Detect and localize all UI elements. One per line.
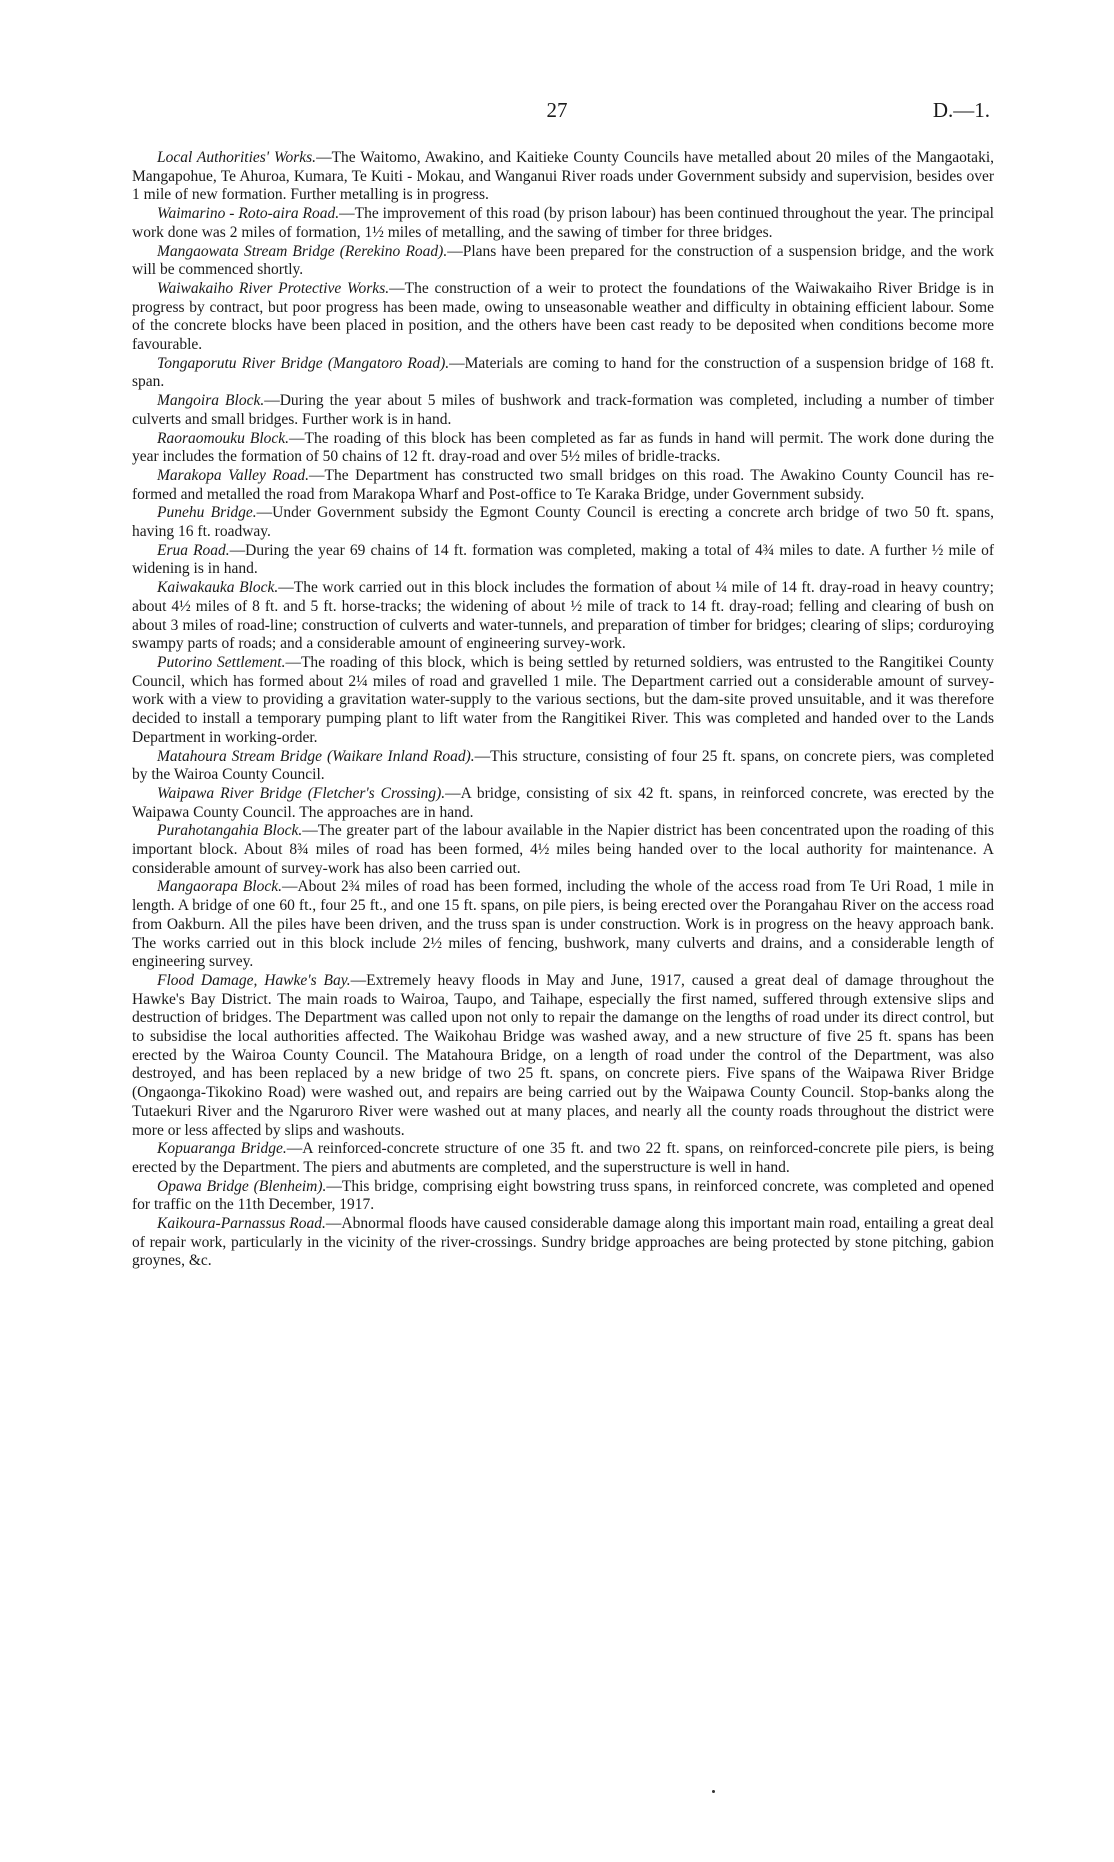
- paragraph-heading: Local Authorities' Works.: [157, 149, 317, 166]
- paragraph: [132, 972, 994, 1140]
- paragraph-heading: Kaiwakauka Block.: [157, 579, 279, 597]
- paragraph: [132, 1178, 994, 1215]
- paragraph: [132, 654, 994, 748]
- paragraph-heading: Mangaowata Stream Bridge (Rerekino Road).: [157, 242, 448, 260]
- page-number: 27: [546, 98, 568, 122]
- paragraph-heading: Kopuaranga Bridge.: [157, 1140, 287, 1158]
- paragraph: [132, 878, 994, 972]
- paragraph-heading: Waipawa River Bridge (Fletcher's Crossing).: [157, 784, 446, 802]
- paragraph-text: —Under Government subsidy the Egmont County Council is erecting a concrete arch bridge of two 50 ft. spans, having 16 ft. roadway.: [132, 504, 994, 541]
- paragraph: [132, 748, 994, 785]
- paragraph-heading: Matahoura Stream Bridge (Waikare Inland Road).: [157, 747, 475, 765]
- paragraph-text: —The Department has constructed two small bridges on this road. The Awakino County Council has re-formed and metalled the road from Marakopa Wharf and Post-office to Te Karaka Bridge, under Government subsidy.: [132, 466, 994, 503]
- paragraph: [132, 430, 994, 467]
- paragraph-text: —About 2¾ miles of road has been formed, including the whole of the access road from Te Uri Road, 1 mile in length. A bridge of one 60 ft., four 25 ft., and one 15 ft. spans, on pile piers, is being erected over the Porangahau River on the access road from Oakburn. All the piles have been driven, and the truss span is under construction. Work is in progress on the heavy approach bank. The works carried out in this block include 2½ miles of fencing, bushwork, many culverts and drains, and a considerable length of engineering survey.: [132, 878, 994, 971]
- paragraph: [132, 1140, 994, 1177]
- paragraph: [132, 467, 994, 504]
- paragraph-heading: Mangoira Block.: [157, 392, 265, 410]
- paragraph-heading: Waimarino - Roto-aira Road.: [157, 205, 340, 223]
- paragraph-text: —Extremely heavy floods in May and June, 1917, caused a great deal of damage throughout the Hawke's Bay District. The main roads to Wairoa, Taupo, and Taihape, especially the first named, suffered through extensive slips and destruction of bridges. The Department was called upon not only to repair the damange on the lengths of road under its direct control, but to subsidise the local authorities affected. The Waikohau Bridge was washed away, and a new structure of five 25 ft. spans has been erected by the Wairoa County Council. The Matahoura Bridge, on a length of road under the control of the Department, was also destroyed, and has been replaced by a new bridge of two 25 ft. spans, on concrete piers. Five spans of the Waipawa River Bridge (Ongaonga-Tikokino Road) were washed out, and repairs are being carried out by the Waipawa County Council. Stop-banks along the Tutaekuri River and the Ngaruroro River were washed out at many places, and nearly all the county roads throughout the district were more or less affected by slips and washouts.: [132, 971, 995, 1139]
- body-text: [132, 149, 994, 1271]
- paragraph-text: —The roading of this block, which is being settled by returned soldiers, was entrusted to the Rangitikei County Council, which has formed about 2¼ miles of road and gravelled 1 mile. The Department carried out a considerable amount of survey-work with a view to providing a gravitation water-supply to the various sections, but the dam-site proved unsuitable, and it was therefore decided to install a temporary pumping plant to lift water from the Rangitikei River. This was completed and handed over to the Lands Department in working-order.: [132, 653, 995, 746]
- paragraph-text: —The greater part of the labour available in the Napier district has been concentrated upon the roading of this important block. About 8¾ miles of road has been formed, 4½ miles being handed over to the local authority for maintenance. A considerable amount of survey-work has also been carried out.: [132, 822, 994, 877]
- paragraph: [132, 504, 994, 541]
- paragraph-heading: Waiwakaiho River Protective Works.: [157, 279, 390, 297]
- paragraph: [132, 243, 994, 280]
- paragraph-text: —The work carried out in this block includes the formation of about ¼ mile of 14 ft. dray-road in heavy country; about 4½ miles of 8 ft. and 5 ft. horse-tracks; the widening of about ½ mile of track to 14 ft. dray-road; felling and clearing of bush on about 3 miles of road-line; construction of culverts and water-tunnels, and preparation of timber for bridges; clearing of slips; corduroying swampy parts of roads; and a considerable amount of engineering survey-work.: [132, 579, 994, 653]
- paragraph-heading: Opawa Bridge (Blenheim).: [157, 1177, 327, 1195]
- paragraph-text: —The improvement of this road (by prison labour) has been continued throughout the year. The principal work done was 2 miles of formation, 1½ miles of metalling, and the sawing of timber for three bridges.: [132, 205, 994, 241]
- paragraph-heading: Mangaorapa Block.: [157, 878, 282, 896]
- paragraph: [132, 822, 994, 878]
- paragraph-text: —During the year 69 chains of 14 ft. formation was completed, making a total of 4¾ miles to date. A further ½ mile of widening is in hand.: [132, 541, 995, 578]
- paragraph-text: —A reinforced-concrete structure of one 35 ft. and two 22 ft. spans, on reinforced-concrete pile piers, is being erected by the Department. The piers and abutments are completed, and the superstructure is well in hand.: [132, 1140, 994, 1176]
- paragraph-text: —Materials are coming to hand for the construction of a suspension bridge of 168 ft. span.: [132, 354, 994, 391]
- paragraph-heading: Erua Road.: [157, 541, 230, 559]
- paragraph: [132, 542, 994, 579]
- paragraph: [132, 280, 994, 355]
- paragraph: [132, 205, 994, 242]
- paragraph-heading: Tongaporutu River Bridge (Mangatoro Road).: [157, 354, 450, 372]
- paragraph-heading: Putorino Settlement.: [157, 653, 286, 671]
- paragraph-heading: Purahotangahia Block.: [157, 822, 303, 840]
- paragraph-heading: Marakopa Valley Road.: [157, 466, 310, 484]
- paragraph-text: —Abnormal floods have caused considerable damage along this important main road, entailing a great deal of repair work, particularly in the vicinity of the river-crossings. Sundry bridge approaches are being protected by stone pitching, gabion groynes, &c.: [132, 1215, 994, 1270]
- paragraph: [132, 392, 994, 429]
- paragraph-text: —The roading of this block has been completed as far as funds in hand will permit. The work done during the year includes the formation of 50 chains of 12 ft. dray-road and over 5½ miles of bridle-tracks.: [132, 429, 994, 466]
- paragraph-heading: Flood Damage, Hawke's Bay.: [157, 971, 351, 989]
- paragraph-text: —This structure, consisting of four 25 ft. spans, on concrete piers, was completed by the Wairoa County Council.: [132, 747, 994, 784]
- paragraph: [132, 355, 994, 392]
- paragraph: [132, 785, 994, 822]
- paragraph-text: —During the year about 5 miles of bushwork and track-formation was completed, including a number of timber culverts and small bridges. Further work is in hand.: [132, 392, 994, 428]
- paragraph-text: —The construction of a weir to protect the foundations of the Waiwakaiho River Bridge is in progress by contract, but poor progress has been made, owing to unseasonable weather and difficulty in obtaining efficient labour. Some of the concrete blocks have been placed in position, and the others have been cast ready to be deposited when conditions become more favourable.: [132, 279, 995, 354]
- stray-mark: [712, 1790, 715, 1793]
- document-reference: D.—1.: [932, 98, 990, 122]
- paragraph-heading: Punehu Bridge.: [157, 504, 257, 522]
- paragraph-heading: Kaikoura-Parnassus Road.: [157, 1215, 326, 1233]
- paragraph: [132, 1215, 994, 1271]
- paragraph-text: —This bridge, comprising eight bowstring truss spans, in reinforced concrete, was completed and opened for traffic on the 11th December, 1917.: [132, 1177, 995, 1214]
- paragraph-heading: Raoraomouku Block.: [157, 429, 290, 447]
- paragraph-text: —Plans have been prepared for the construction of a suspension bridge, and the work will be commenced shortly.: [132, 242, 994, 279]
- paragraph: [132, 579, 994, 654]
- paragraph-text: —The Waitomo, Awakino, and Kaitieke County Councils have metalled about 20 miles of the Mangaotaki, Mangapohue, Te Ahuroa, Kumara, Te Kuiti - Mokau, and Wanganui River roads under Government subsidy and supervision, besides over 1 mile of new formation. Further metalling is in progress.: [132, 149, 994, 204]
- paragraph: [132, 149, 994, 205]
- paragraph-text: —A bridge, consisting of six 42 ft. spans, in reinforced concrete, was erected by the Waipawa County Council. The approaches are in hand.: [132, 784, 994, 821]
